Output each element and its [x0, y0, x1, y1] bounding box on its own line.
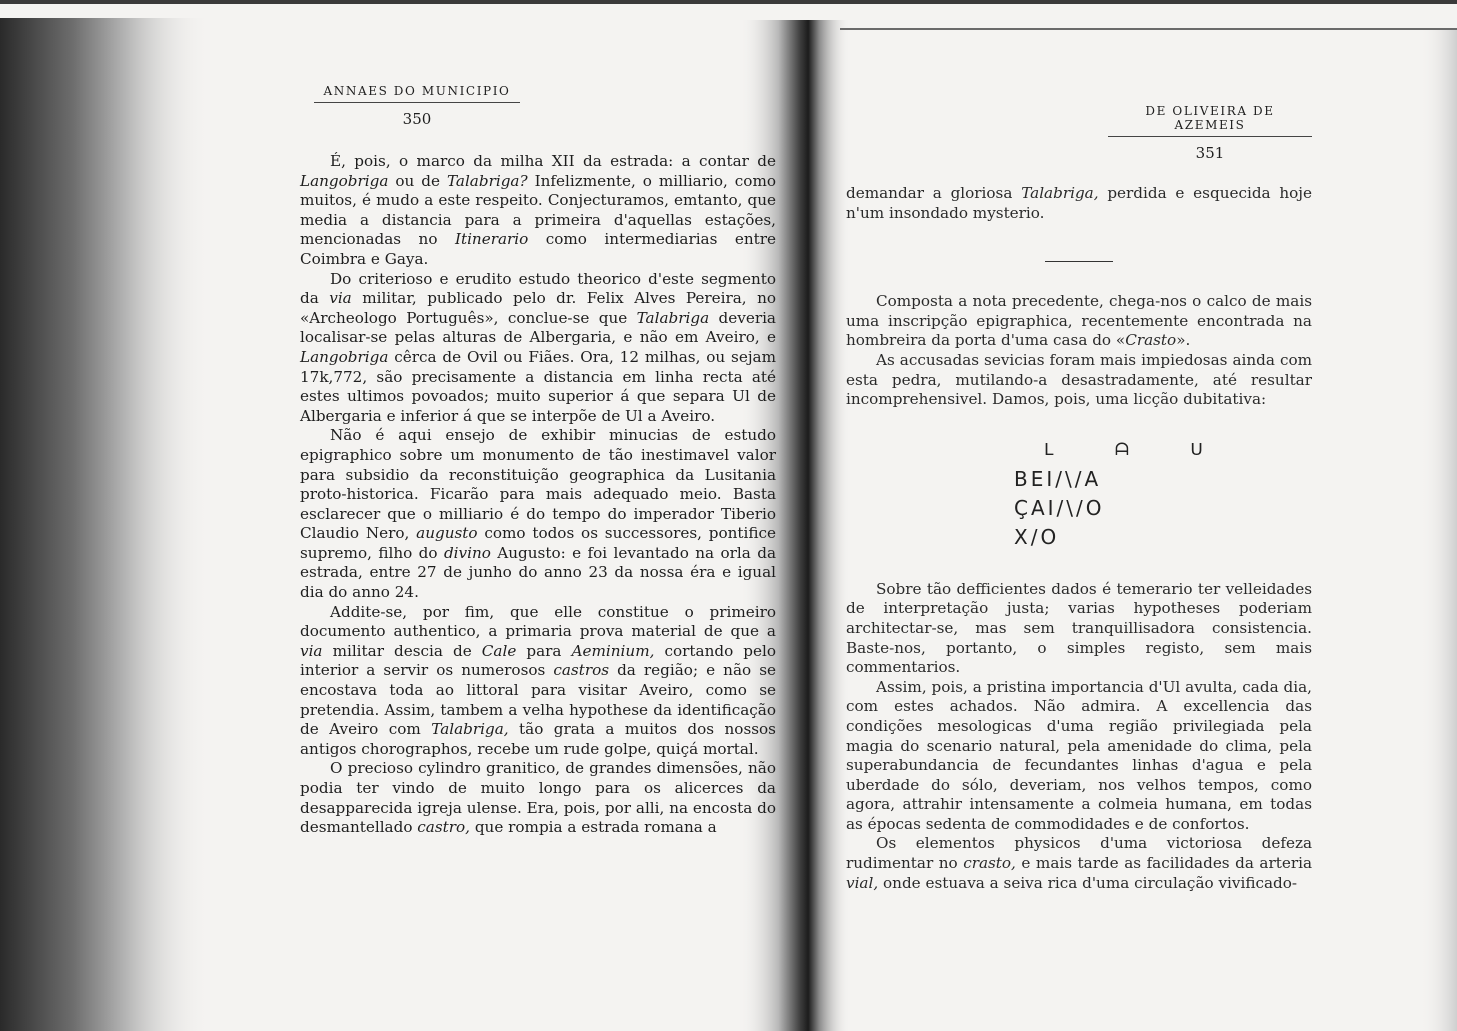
paragraph	[846, 580, 1312, 678]
running-head-left: ANNAES DO MUNICIPIO	[314, 84, 520, 103]
italic-term: castro,	[417, 818, 470, 837]
paragraph	[300, 152, 776, 270]
text-run: militar descia de	[322, 641, 482, 660]
text-run: que rompia a estrada romana a	[470, 818, 717, 837]
text-run: onde estuava a seiva rica d'uma circulação vivificado-	[878, 873, 1298, 892]
italic-term: Crasto	[1125, 331, 1177, 350]
inscription-transcription	[846, 436, 1312, 552]
italic-term: Cale	[481, 641, 517, 660]
text-run: Sobre tão defficientes dados é temerario ter velleidades de interpretação justa; varias hypotheses poderiam architectar-se, mas sem tranquillisadora consistencia. Baste-nos, portanto, o simples registo, sem mais commentarios.	[846, 579, 1312, 677]
text-run: Addite-se, por fim, que elle constitue o primeiro documento authentico, a primaria prova material de que a	[300, 602, 776, 641]
text-run: como todos os successores, pontifice supremo, filho do	[300, 524, 776, 562]
paragraph	[846, 834, 1312, 893]
text-run: O precioso cylindro granitico, de grandes dimensões, não podia ter vindo de muito longo para os alicerces da desapparecida igreja ulense. Era, pois, por alli, na encosta do desmantellado	[300, 759, 776, 837]
text-run: Não é aqui ensejo de exhibir minucias de estudo epigraphico sobre um monumento de tão inestimavel valor para subsidio da reconstituição geographica da Lusitania proto-historica. Ficarão para mais adequado meio. Basta esclarecer que o milliario é do tempo do imperador Tiberio Claudio Nero,	[300, 426, 776, 543]
italic-term: Talabriga?	[446, 171, 528, 190]
paragraph	[846, 351, 1312, 410]
text-run: para	[516, 641, 572, 660]
paragraph	[300, 426, 776, 602]
left-body-text	[300, 152, 776, 838]
inscription-line: X/O	[1014, 524, 1060, 549]
paragraph	[846, 292, 1312, 351]
text-run: Assim, pois, a pristina importancia d'Ul avulta, cada dia, com estes achados. Não admira. A excellencia das condições mesologicas d'uma região privilegiada pela magia do scenario natural, pela amenidade do clima, pela superabundancia de fecundantes linhas d'agua e pela uberdade do sólo, deveriam, nos velhos tempos, como agora, attrahir intensamente a colmeia humana, em todas as épocas sedenta de commodidades e de confortos.	[846, 677, 1312, 833]
text-run: cortando pelo interior a servir os numerosos	[300, 641, 776, 680]
text-run: É, pois, o marco da milha	[330, 152, 552, 170]
text-run: Composta a nota precedente, chega-nos o calco de mais uma inscripção epigraphica, recentemente encontrada na hombreira da porta d'uma casa do «	[846, 292, 1312, 350]
text-run: como intermediarias entre Coimbra e Gaya.	[300, 230, 776, 268]
italic-term: augusto	[416, 524, 478, 543]
continuation-paragraph	[846, 184, 1312, 223]
text-run: Os elementos physicos d'uma victoriosa defeza rudimentar no	[846, 834, 1312, 873]
inscription-line: ᒪ ᗩ ᑌ	[1044, 439, 1231, 460]
italic-term: castros	[553, 661, 610, 680]
italic-term: via	[300, 641, 323, 660]
italic-term: via	[329, 289, 352, 308]
inscription-line: BEI/\/A	[1014, 466, 1102, 491]
text-run: da estrada: a contar de	[574, 152, 777, 170]
inscription-line: ÇAI/\/O	[1014, 495, 1105, 520]
text-run: demandar a gloriosa	[846, 184, 1022, 202]
text-run: Do criterioso e erudito estudo theorico d'este segmento da	[300, 269, 776, 308]
italic-term: divino	[443, 543, 491, 562]
text-run: cêrca de Ovil ou Fiães. Ora, 12 milhas, ou sejam 17k,772, são precisamente a distancia em linha recta até estes ultimos povoados; muito superior á que separa Ul de Albergaria e inferior á que se interpõe de Ul a Aveiro.	[300, 347, 776, 425]
paragraph	[300, 603, 776, 760]
paragraph	[846, 678, 1312, 835]
text-run: militar, publicado pelo dr. Felix Alves Pereira, no «Archeologo Português», conclue-se que	[300, 289, 776, 327]
italic-term: vial,	[846, 873, 879, 892]
italic-term: Talabriga,	[1021, 184, 1099, 202]
text-run: e mais tarde as facilidades da arteria	[1015, 854, 1312, 873]
italic-term: Langobriga	[300, 347, 389, 366]
italic-term: Talabriga,	[431, 720, 509, 739]
right-body-text	[846, 184, 1312, 893]
italic-term: Langobriga	[300, 171, 389, 190]
text-run: perdida e esquecida hoje n'um insondado mysterio.	[846, 184, 1312, 222]
text-run: tão grata a muitos dos nossos antigos chorographos, recebe um rude golpe, quiçá mortal.	[300, 720, 776, 758]
paragraph	[300, 270, 776, 427]
italic-term: Aeminium,	[571, 641, 655, 660]
text-run: da região; e não se encostava toda ao littoral para visitar Aveiro, como se pretendia. Assim, tambem a velha hypothese da identificação de Aveiro com	[300, 661, 776, 739]
page-number-right: 351	[1195, 144, 1225, 162]
italic-term: Talabriga	[636, 308, 710, 327]
section-divider	[1045, 261, 1113, 262]
left-page	[300, 84, 776, 838]
italic-term: crasto,	[963, 854, 1016, 873]
running-head-right: DE OLIVEIRA DE AZEMEIS	[1108, 104, 1312, 137]
text-run: As accusadas sevicias foram mais impiedosas ainda com esta pedra, mutilando-a desastradamente, até resultar incomprehensivel. Damos, pois, uma licção dubitativa:	[846, 350, 1312, 409]
right-page	[846, 104, 1312, 893]
text-run: Infelizmente, o milliario, como muitos, é mudo a este respeito. Conjecturamos, emtanto, que media a distancia para a primeira d'aquellas estações, mencionadas no	[300, 171, 776, 249]
italic-term: Itinerario	[454, 230, 529, 249]
text-run: Augusto: e foi levantado na orla da estrada, entre 27 de junho do anno 23 da nossa éra e igual dia do anno 24.	[300, 543, 776, 602]
text-run: XII	[551, 152, 575, 170]
text-run: ou de	[388, 171, 447, 190]
text-run: deveria localisar-se pelas alturas de Albergaria, e não em Aveiro, e	[300, 308, 776, 347]
page-number-left: 350	[402, 110, 432, 128]
paragraph	[300, 759, 776, 837]
text-run: ».	[1176, 331, 1191, 350]
